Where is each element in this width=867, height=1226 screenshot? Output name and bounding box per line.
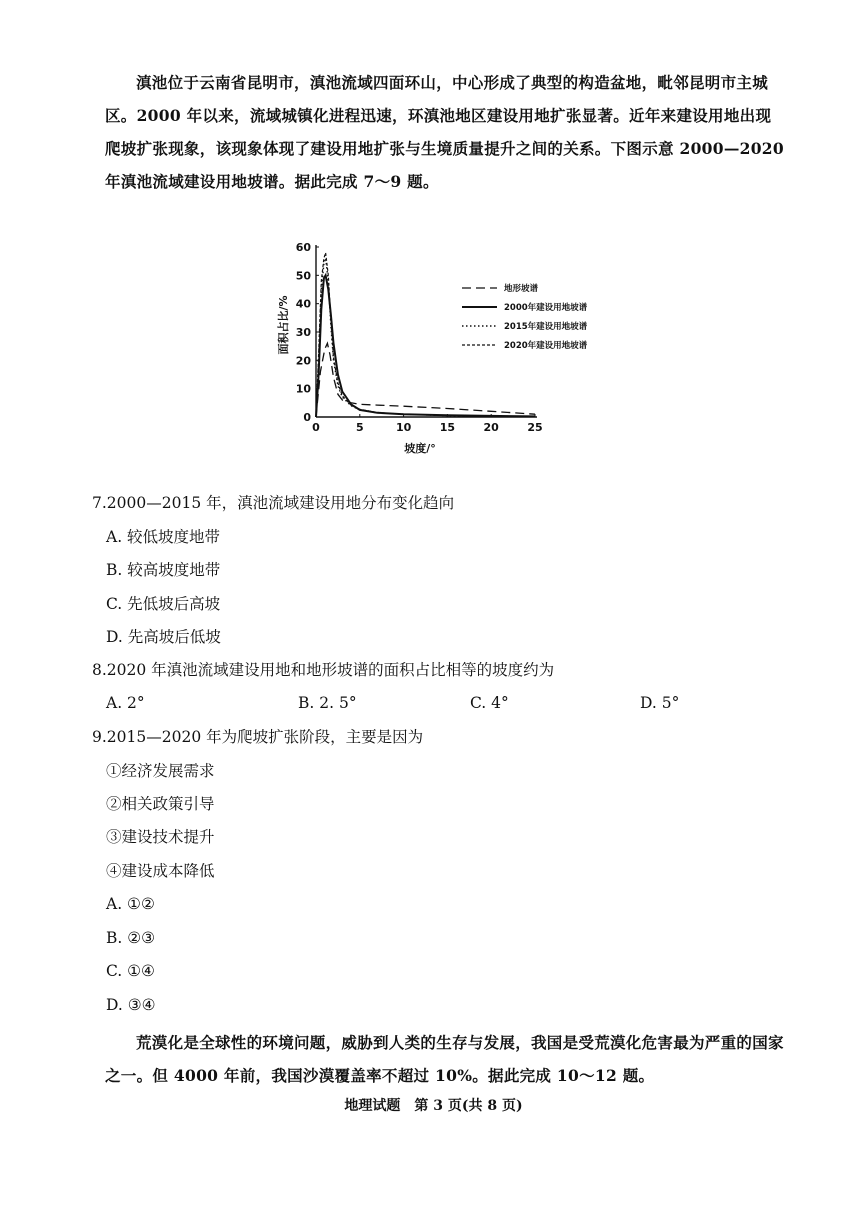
x-tick-label: 15 <box>439 421 456 434</box>
q9-item-2: ②相关政策引导 <box>106 795 215 813</box>
legend-label-2: 2015年建设用地坡谱 <box>504 322 588 332</box>
q7-stem: 7.2000—2015 年，滇池流域建设用地分布变化趋向 <box>92 494 455 512</box>
q7-option-a[interactable]: A. 较低坡度地带 <box>106 528 221 546</box>
q9-item-1: ①经济发展需求 <box>106 762 215 780</box>
q7-option-b[interactable]: B. 较高坡度地带 <box>106 561 221 579</box>
q7-option-c[interactable]: C. 先低坡后高坡 <box>106 595 221 613</box>
q9-option-b[interactable]: B. ②③ <box>106 929 156 947</box>
q9-item-4: ④建设成本降低 <box>106 862 215 880</box>
chart-legend <box>462 283 588 351</box>
q9-stem: 9.2015—2020 年为爬坡扩张阶段，主要是因为 <box>92 728 424 746</box>
x-tick-label: 25 <box>527 421 543 434</box>
y-tick-label: 10 <box>295 382 311 396</box>
x-tick-label: 20 <box>483 421 499 434</box>
q9-item-3: ③建设技术提升 <box>106 828 215 846</box>
intro-passage: 滇池位于云南省昆明市，滇池流域四面环山，中心形成了典型的构造盆地，毗邻昆明市主城区。2000 年以来，流域城镇化进程迅速，环滇池地区建设用地扩张显著。近年来建设用地出现爬坡扩张现象，该现象体现了建设用地扩张与生境质量提升之间的关系。下图示意 2000—2020 年滇池流域建设用地坡谱。据此完成 7～9 题。 <box>105 73 784 191</box>
q9-option-d[interactable]: D. ③④ <box>106 996 156 1014</box>
y-tick-label: 20 <box>295 354 311 368</box>
y-tick-label: 0 <box>303 411 311 424</box>
y-tick-label: 40 <box>295 297 311 311</box>
q8-option-d[interactable]: D. 5° <box>640 694 680 712</box>
chart-lines <box>316 253 535 417</box>
y-tick-label: 30 <box>295 326 311 339</box>
q9-option-a[interactable]: A. ①② <box>106 895 155 913</box>
page-footer: 地理试题 第 3 页(共 8 页) <box>344 1098 523 1114</box>
x-tick-label: 5 <box>355 421 364 434</box>
q9-option-c[interactable]: C. ①④ <box>106 962 155 980</box>
series-line-1 <box>316 275 535 417</box>
q7-option-d[interactable]: D. 先高坡后低坡 <box>106 628 221 646</box>
y-tick-label: 50 <box>295 269 311 283</box>
next-passage: 荒漠化是全球性的环境问题，威胁到人类的生存与发展，我国是受荒漠化危害最为严重的国家之一。但 4000 年前，我国沙漠覆盖率不超过 10%。据此完成 10～12 题。 <box>105 1033 784 1085</box>
series-line-2 <box>316 258 535 417</box>
slope-spectrum-chart <box>270 230 630 460</box>
x-tick-label: 0 <box>312 421 320 434</box>
legend-label-1: 2000年建设用地坡谱 <box>504 303 588 313</box>
q8-option-c[interactable]: C. 4° <box>470 694 509 712</box>
legend-label-3: 2020年建设用地坡谱 <box>504 341 588 351</box>
q8-option-b[interactable]: B. 2. 5° <box>298 694 357 712</box>
y-axis-label: 面积占比/% <box>277 295 290 355</box>
x-axis-label: 坡度/° <box>404 442 436 455</box>
legend-label-0: 地形坡谱 <box>504 284 539 294</box>
series-line-0 <box>316 343 535 417</box>
series-line-3 <box>316 253 535 417</box>
q8-stem: 8.2020 年滇池流域建设用地和地形坡谱的面积占比相等的坡度约为 <box>92 661 555 679</box>
q8-option-a[interactable]: A. 2° <box>106 694 145 712</box>
y-tick-label: 60 <box>295 241 311 254</box>
x-tick-label: 10 <box>395 421 412 434</box>
